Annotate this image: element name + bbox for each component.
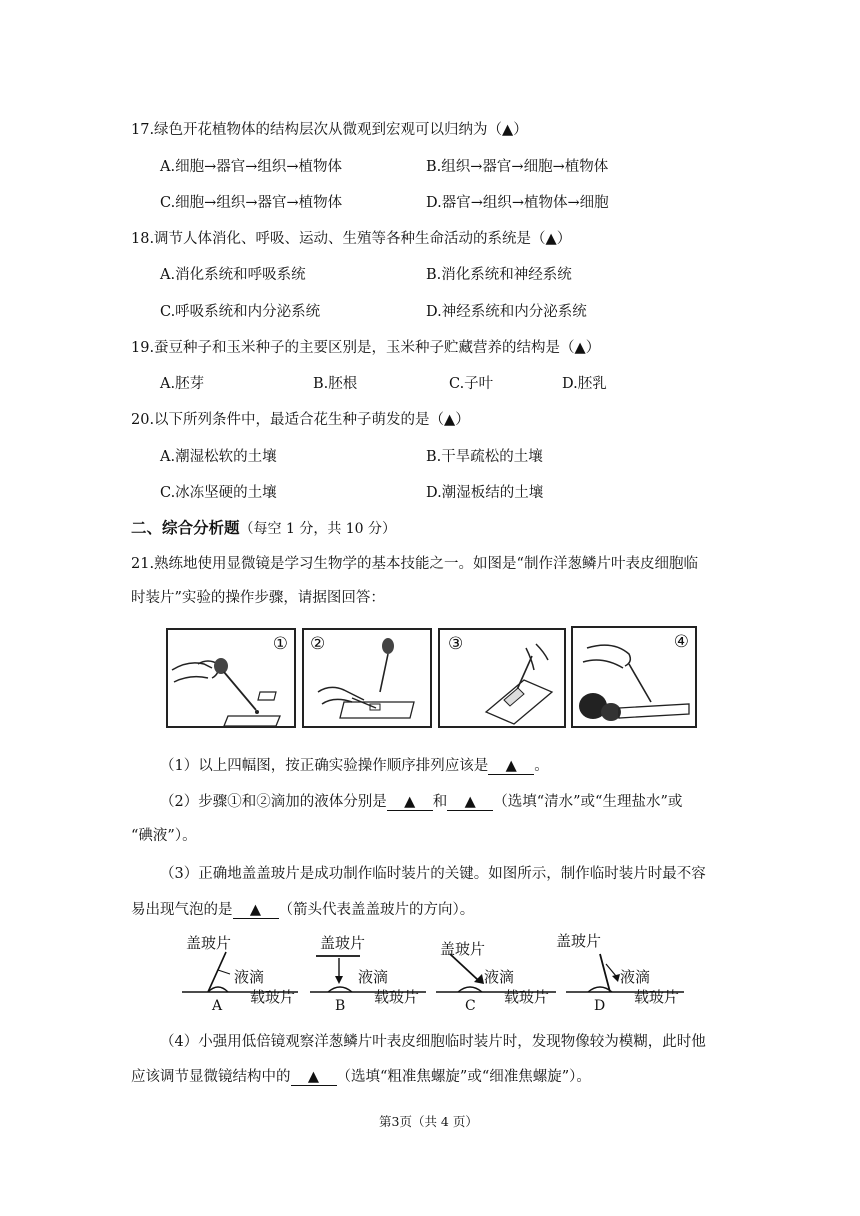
q20-stem: 20.以下所列条件中，最适合花生种子萌发的是（▲） bbox=[131, 412, 470, 428]
diagram-c-letter: C bbox=[465, 998, 476, 1012]
q20-option-a: A.潮湿松软的土壤 bbox=[160, 449, 277, 465]
diagram-a-drop-label: 液滴 bbox=[234, 968, 265, 986]
diagram-a bbox=[182, 934, 298, 1012]
step-3-figure bbox=[438, 628, 566, 728]
q21-sub4-line1: （4）小强用低倍镜观察洋葱鳞片叶表皮细胞临时装片时，发现物像较为模糊，此时他 bbox=[160, 1034, 706, 1050]
diagram-b bbox=[310, 934, 426, 1012]
q21-sub3-end: （箭头代表盖盖玻片的方向）。 bbox=[278, 902, 475, 918]
diagram-d-cover-label: 盖玻片 bbox=[556, 932, 602, 950]
q21-sub3-blank: ▲ bbox=[233, 902, 279, 919]
q21-sub1-blank: ▲ bbox=[488, 758, 534, 775]
q17-option-b: B.组织→器官→细胞→植物体 bbox=[426, 159, 609, 175]
q21-sub2-blank-2: ▲ bbox=[447, 794, 493, 811]
diagram-c bbox=[436, 940, 556, 1012]
q21-sub2-text: （2）步骤①和②滴加的液体分别是 bbox=[160, 794, 387, 810]
q21-sub2-choices: （选填“清水”或“生理盐水”或 bbox=[493, 794, 683, 810]
q18-option-c: C.呼吸系统和内分泌系统 bbox=[160, 304, 321, 320]
diagram-b-cover-label: 盖玻片 bbox=[320, 934, 366, 952]
q20-option-b: B.干旱疏松的土壤 bbox=[426, 449, 543, 465]
q19-option-c: C.子叶 bbox=[449, 376, 494, 392]
step-3-label: ③ bbox=[448, 634, 464, 654]
q21-intro-line2: 时装片”实验的操作步骤，请据图回答： bbox=[131, 590, 385, 606]
q17-option-c: C.细胞→组织→器官→植物体 bbox=[160, 195, 343, 211]
q17-stem: 17.绿色开花植物体的结构层次从微观到宏观可以归纳为（▲） bbox=[131, 122, 528, 138]
q21-sub2-and: 和 bbox=[432, 794, 448, 810]
q21-sub1 bbox=[160, 754, 549, 775]
q21-sub3-line1: （3）正确地盖盖玻片是成功制作临时装片的关键。如图所示，制作临时装片时最不容 bbox=[160, 866, 706, 882]
step-1-label: ① bbox=[272, 634, 288, 654]
q19-option-a: A.胚芽 bbox=[160, 376, 205, 392]
diagram-b-slide-label: 载玻片 bbox=[374, 988, 420, 1006]
q19-stem: 19.蚕豆种子和玉米种子的主要区别是，玉米种子贮藏营养的结构是（▲） bbox=[131, 340, 601, 356]
q20-option-c: C.冰冻坚硬的土壤 bbox=[160, 485, 277, 501]
q18-option-a: A.消化系统和呼吸系统 bbox=[160, 267, 306, 283]
q21-sub3-text: 易出现气泡的是 bbox=[131, 902, 233, 918]
q18-stem: 18.调节人体消化、呼吸、运动、生殖等各种生命活动的系统是（▲） bbox=[131, 231, 572, 247]
diagram-c-cover-label: 盖玻片 bbox=[440, 940, 486, 958]
section2-title: 二、综合分析题 bbox=[131, 519, 240, 537]
diagram-c-drop-label: 液滴 bbox=[484, 968, 515, 986]
q21-sub4-blank: ▲ bbox=[291, 1069, 337, 1086]
q21-sub1-text: （1）以上四幅图，按正确实验操作顺序排列应该是 bbox=[160, 758, 489, 774]
q19-option-b: B.胚根 bbox=[313, 376, 358, 392]
diagram-a-slide-label: 载玻片 bbox=[250, 988, 296, 1006]
q21-sub4-line2 bbox=[131, 1065, 591, 1086]
q21-sub4-text: 应该调节显微镜结构中的 bbox=[131, 1069, 291, 1085]
diagram-d-drop-label: 液滴 bbox=[620, 968, 651, 986]
diagram-a-letter: A bbox=[212, 998, 223, 1012]
step-2-figure bbox=[302, 628, 432, 728]
q21-sub3-line2 bbox=[131, 898, 474, 919]
step-1-figure bbox=[166, 628, 296, 728]
step-4-label: ④ bbox=[673, 632, 689, 652]
q17-option-a: A.细胞→器官→组织→植物体 bbox=[160, 159, 343, 175]
diagram-d-letter: D bbox=[594, 998, 606, 1012]
diagram-b-letter: B bbox=[335, 998, 346, 1012]
q21-sub2-line2: “碘液”）。 bbox=[131, 828, 197, 844]
diagram-d bbox=[556, 932, 684, 1012]
cover-slip-diagrams bbox=[178, 930, 698, 1012]
diagram-a-cover-label: 盖玻片 bbox=[186, 934, 232, 952]
diagram-c-slide-label: 载玻片 bbox=[504, 988, 550, 1006]
q21-sub4-end: （选填“粗准焦螺旋”或“细准焦螺旋”）。 bbox=[336, 1069, 591, 1085]
section2-heading bbox=[131, 516, 396, 538]
step-4-figure bbox=[571, 626, 697, 728]
q18-option-d: D.神经系统和内分泌系统 bbox=[426, 304, 587, 320]
q21-intro-line1: 21.熟练地使用显微镜是学习生物学的基本技能之一。如图是“制作洋葱鳞片叶表皮细胞临 bbox=[131, 556, 698, 572]
q21-sub1-end: 。 bbox=[534, 758, 549, 774]
q19-option-d: D.胚乳 bbox=[562, 376, 607, 392]
diagram-d-slide-label: 载玻片 bbox=[634, 988, 680, 1006]
diagram-b-drop-label: 液滴 bbox=[358, 968, 389, 986]
page-footer: 第3页（共 4 页） bbox=[379, 1114, 478, 1129]
q20-option-d: D.潮湿板结的土壤 bbox=[426, 485, 544, 501]
q21-sub2-blank-1: ▲ bbox=[387, 794, 433, 811]
q17-option-d: D.器官→组织→植物体→细胞 bbox=[426, 195, 609, 211]
q21-sub2 bbox=[160, 790, 682, 811]
section2-note: （每空 1 分，共 10 分） bbox=[239, 521, 397, 537]
step-2-label: ② bbox=[310, 634, 326, 654]
q18-option-b: B.消化系统和神经系统 bbox=[426, 267, 572, 283]
